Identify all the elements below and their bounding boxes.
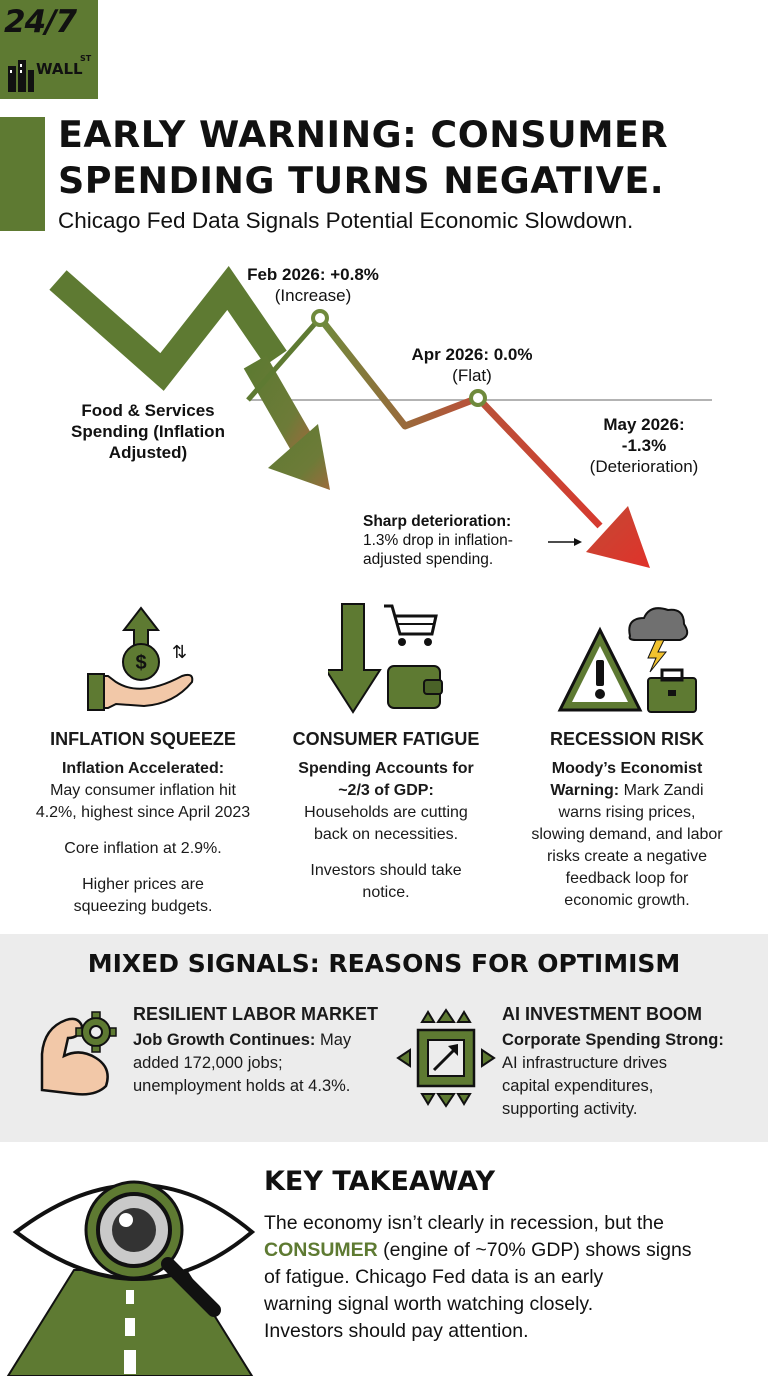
key-takeaway-body: The economy isn’t clearly in recession, but the CONSUMER (engine of ~70% GDP) shows signs of fatigue. Chicago Fed data is an early warning signal worth watching closely. Investors should pay attention. xyxy=(264,1212,692,1342)
ai-chip-icon xyxy=(396,1008,496,1108)
key-takeaway-title: KEY TAKEAWAY xyxy=(264,1166,496,1197)
logo-st-text: ST xyxy=(80,54,92,63)
money-hand-icon xyxy=(86,600,202,716)
mixed-signals-title: MIXED SIGNALS: REASONS FOR OPTIMISM xyxy=(87,949,681,978)
logo-text: 24/7 xyxy=(4,4,77,40)
apr-point xyxy=(471,391,485,405)
apr-annotation: Apr 2026: 0.0% (Flat) xyxy=(411,345,533,385)
inflation-squeeze-title: INFLATION SQUEEZE xyxy=(50,729,236,749)
consumer-fatigue-title: CONSUMER FATIGUE xyxy=(292,729,480,749)
brand-logo[interactable] xyxy=(0,0,98,99)
series-label: Food & Services Spending (Inflation Adjusted) xyxy=(71,401,225,462)
ai-investment-body: Corporate Spending Strong: AI infrastructure drives capital expenditures, supporting activity. xyxy=(502,1031,724,1118)
cart-wallet-icon xyxy=(328,600,448,716)
feb-point xyxy=(313,311,327,325)
page-title xyxy=(58,112,758,204)
title-line-1: EARLY WARNING: CONSUMER xyxy=(58,113,669,156)
deterioration-callout: Sharp deterioration: 1.3% drop in inflation- adjusted spending. xyxy=(363,513,513,568)
inflation-squeeze-body: Inflation Accelerated: May consumer inflation hit 4.2%, highest since April 2023 Core inflation at 2.9%. Higher prices are squeezing budgets. xyxy=(35,760,251,915)
ai-investment-title: AI INVESTMENT BOOM xyxy=(502,1004,703,1024)
logo-wall-text: WALL xyxy=(36,60,83,78)
page-subtitle: Chicago Fed Data Signals Potential Economic Slowdown. xyxy=(58,208,634,233)
trend-line-arrowhead xyxy=(586,506,650,568)
warning-storm-icon xyxy=(556,600,702,716)
title-accent-bar xyxy=(0,117,45,231)
consumer-fatigue-body: Spending Accounts for ~2/3 of GDP: Households are cutting back on necessities. Investors should take notice. xyxy=(298,760,474,901)
feb-annotation: Feb 2026: +0.8% (Increase) xyxy=(247,265,379,305)
muscle-gear-icon xyxy=(36,1008,126,1098)
may-annotation: May 2026: -1.3% (Deterioration) xyxy=(589,415,699,476)
labor-market-body: Job Growth Continues: May added 172,000 jobs; unemployment holds at 4.3%. xyxy=(133,1031,352,1095)
labor-market-block xyxy=(133,1004,393,1098)
svg-text:$: $ xyxy=(135,652,147,674)
title-line-2: SPENDING TURNS NEGATIVE. xyxy=(58,159,665,202)
building-icon xyxy=(6,58,36,94)
ai-investment-block xyxy=(502,1004,752,1121)
consumer-highlight: CONSUMER xyxy=(264,1239,378,1261)
recession-risk-title: RECESSION RISK xyxy=(549,729,705,749)
recession-risk-body: Moody’s Economist Warning: Mark Zandi warns rising prices, slowing demand, and labor risks create a negative feedback loop for economic growth. xyxy=(531,760,723,909)
svg-text:⇅: ⇅ xyxy=(172,642,188,663)
labor-market-title: RESILIENT LABOR MARKET xyxy=(133,1004,378,1024)
eye-magnifier-road-icon xyxy=(0,1150,260,1376)
